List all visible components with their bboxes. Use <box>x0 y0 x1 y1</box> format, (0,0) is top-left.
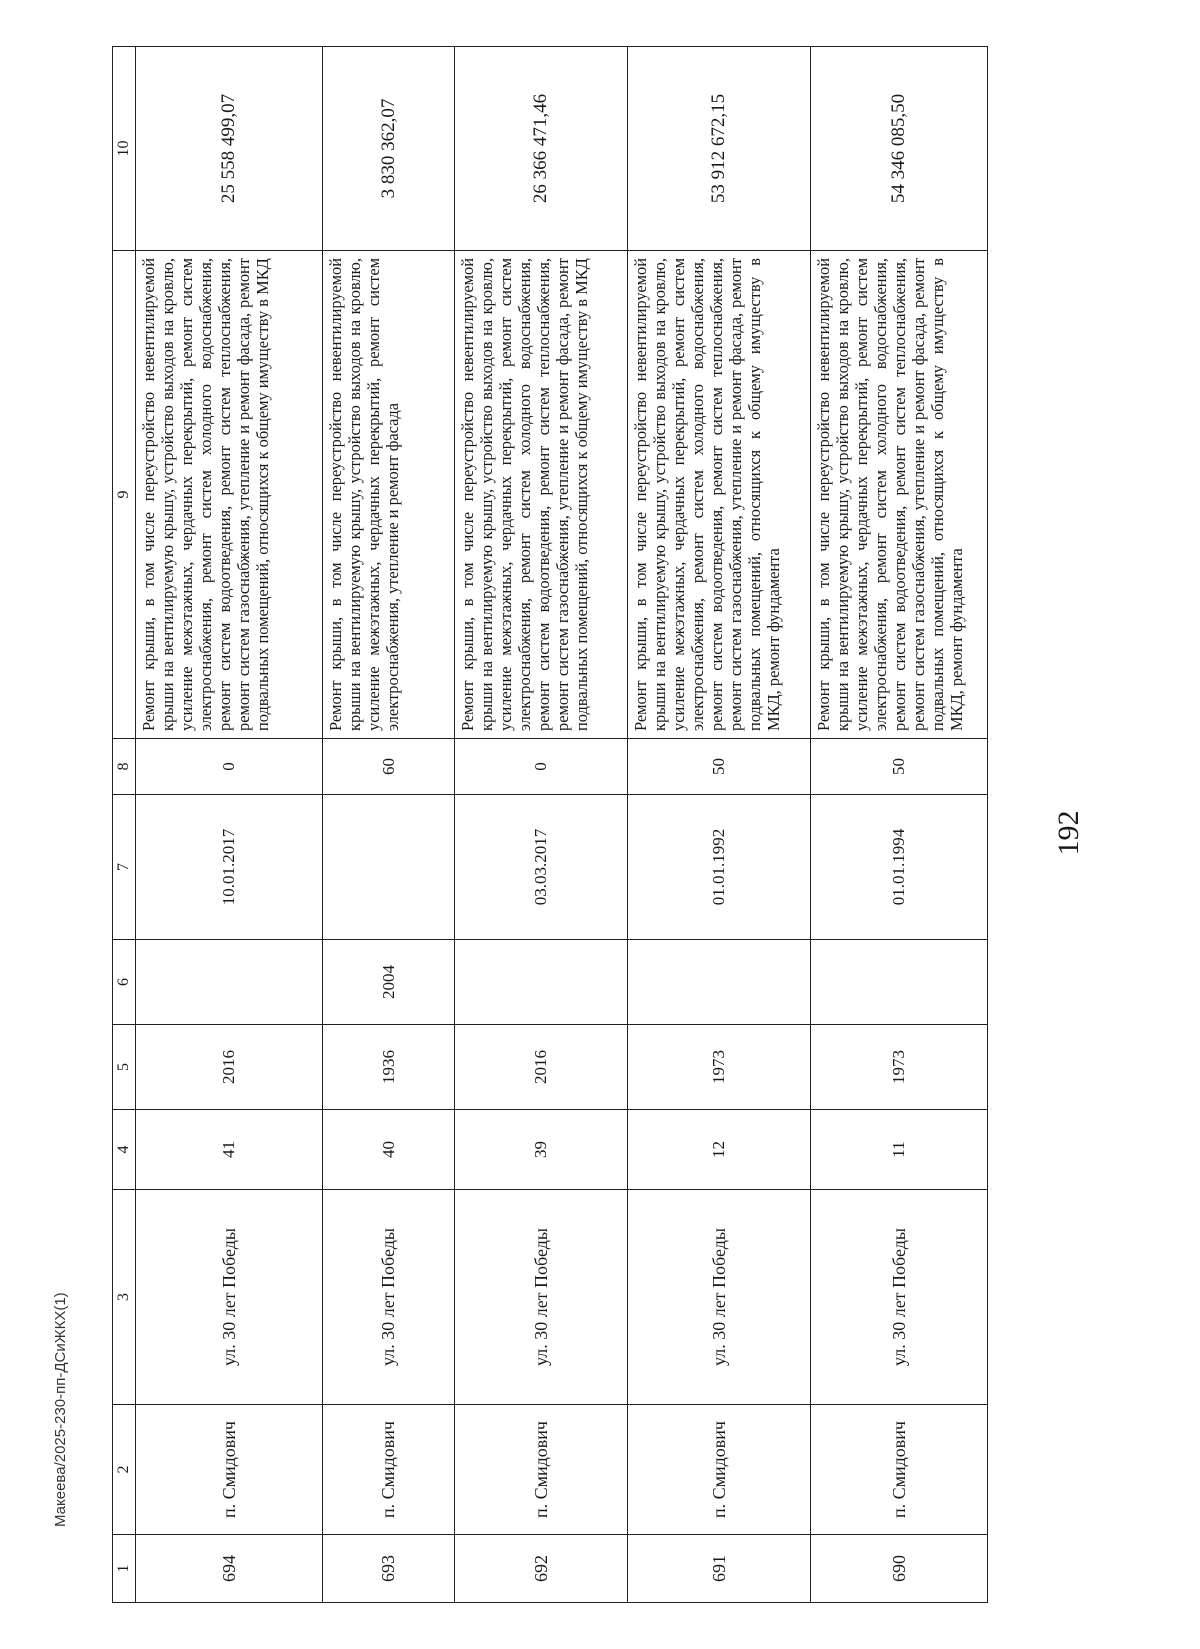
year-built-cell: 2016 <box>136 1025 323 1110</box>
cost-cell: 26 366 471,46 <box>455 47 628 251</box>
column-number: 1 <box>113 1535 136 1603</box>
table-row <box>323 47 455 1603</box>
column-number: 5 <box>113 1025 136 1110</box>
date-cell: 10.01.2017 <box>136 795 323 940</box>
street-cell: ул. 30 лет Победы <box>811 1190 988 1405</box>
settlement-cell: п. Смидович <box>136 1405 323 1535</box>
date-cell: 03.03.2017 <box>455 795 628 940</box>
cost-cell: 3 830 362,07 <box>323 47 455 251</box>
date-cell: 01.01.1994 <box>811 795 988 940</box>
table-row <box>628 47 811 1603</box>
column-8-cell: 0 <box>136 739 323 795</box>
page-number: 192 <box>1052 810 1085 856</box>
year-built-cell: 1973 <box>628 1025 811 1110</box>
table-row <box>136 47 323 1603</box>
year-built-cell: 1936 <box>323 1025 455 1110</box>
column-6-cell <box>628 940 811 1025</box>
street-cell: ул. 30 лет Победы <box>136 1190 323 1405</box>
column-6-cell <box>136 940 323 1025</box>
column-8-cell: 60 <box>323 739 455 795</box>
works-description-cell: Ремонт крыши, в том числе переустройство невентилируемой крыши на вентилируемую крышу, устройство выходов на кровлю, усиление межэтажных, чердачных перекрытий, ремонт систем электроснабжения, ремонт систем холодного водоснабжения, ремонт систем водоотведения, ремонт систем теплоснабжения, ремонт систем газоснабжения, утепление и ремонт фасада, ремонт подвальных помещений, относящихся к общему имуществу в МКД, ремонт фундамента <box>811 251 988 739</box>
house-id-cell: 691 <box>628 1535 811 1603</box>
house-number-cell: 39 <box>455 1110 628 1190</box>
house-id-cell: 694 <box>136 1535 323 1603</box>
year-built-cell: 1973 <box>811 1025 988 1110</box>
works-description-cell: Ремонт крыши, в том числе переустройство невентилируемой крыши на вентилируемую крышу, устройство выходов на кровлю, усиление межэтажных, чердачных перекрытий, ремонт систем электроснабжения, ремонт систем холодного водоснабжения, ремонт систем водоотведения, ремонт систем теплоснабжения, ремонт систем газоснабжения, утепление и ремонт фасада, ремонт подвальных помещений, относящихся к общему имуществу в МКД <box>136 251 323 739</box>
column-8-cell: 50 <box>628 739 811 795</box>
column-8-cell: 0 <box>455 739 628 795</box>
works-description-cell: Ремонт крыши, в том числе переустройство невентилируемой крыши на вентилируемую крышу, устройство выходов на кровлю, усиление межэтажных, чердачных перекрытий, ремонт систем электроснабжения, ремонт систем холодного водоснабжения, ремонт систем водоотведения, ремонт систем теплоснабжения, ремонт систем газоснабжения, утепление и ремонт фасада, ремонт подвальных помещений, относящихся к общему имуществу в МКД, ремонт фундамента <box>628 251 811 739</box>
column-6-cell: 2004 <box>323 940 455 1025</box>
column-number: 6 <box>113 940 136 1025</box>
settlement-cell: п. Смидович <box>323 1405 455 1535</box>
street-cell: ул. 30 лет Победы <box>455 1190 628 1405</box>
table-row <box>455 47 628 1603</box>
house-id-cell: 690 <box>811 1535 988 1603</box>
column-number: 10 <box>113 47 136 251</box>
repair-program-table <box>112 46 988 1603</box>
cost-cell: 53 912 672,15 <box>628 47 811 251</box>
cost-cell: 25 558 499,07 <box>136 47 323 251</box>
column-number: 3 <box>113 1190 136 1405</box>
works-description-cell: Ремонт крыши, в том числе переустройство невентилируемой крыши на вентилируемую крышу, устройство выходов на кровлю, усиление межэтажных, чердачных перекрытий, ремонт систем электроснабжения, ремонт систем холодного водоснабжения, ремонт систем водоотведения, ремонт систем теплоснабжения, ремонт систем газоснабжения, утепление и ремонт фасада, ремонт подвальных помещений, относящихся к общему имуществу в МКД <box>455 251 628 739</box>
column-number: 7 <box>113 795 136 940</box>
column-number: 2 <box>113 1405 136 1535</box>
column-number: 8 <box>113 739 136 795</box>
table-row <box>811 47 988 1603</box>
house-number-cell: 40 <box>323 1110 455 1190</box>
street-cell: ул. 30 лет Победы <box>323 1190 455 1405</box>
cost-cell: 54 346 085,50 <box>811 47 988 251</box>
house-id-cell: 693 <box>323 1535 455 1603</box>
document-footer: Макеева/2025-230-пп-ДСиЖКХ(1) <box>52 1292 69 1527</box>
table-body <box>113 47 988 1603</box>
column-number: 4 <box>113 1110 136 1190</box>
date-cell <box>323 795 455 940</box>
house-number-cell: 11 <box>811 1110 988 1190</box>
column-number: 9 <box>113 251 136 739</box>
house-number-cell: 41 <box>136 1110 323 1190</box>
house-id-cell: 692 <box>455 1535 628 1603</box>
settlement-cell: п. Смидович <box>455 1405 628 1535</box>
date-cell: 01.01.1992 <box>628 795 811 940</box>
works-description-cell: Ремонт крыши, в том числе переустройство невентилируемой крыши на вентилируемую крышу, устройство выходов на кровлю, усиление межэтажных, чердачных перекрытий, ремонт систем электроснабжения, утепление и ремонт фасада <box>323 251 455 739</box>
column-6-cell <box>811 940 988 1025</box>
street-cell: ул. 30 лет Победы <box>628 1190 811 1405</box>
column-8-cell: 50 <box>811 739 988 795</box>
column-number-header-row <box>113 47 136 1603</box>
settlement-cell: п. Смидович <box>811 1405 988 1535</box>
house-number-cell: 12 <box>628 1110 811 1190</box>
year-built-cell: 2016 <box>455 1025 628 1110</box>
settlement-cell: п. Смидович <box>628 1405 811 1535</box>
column-6-cell <box>455 940 628 1025</box>
